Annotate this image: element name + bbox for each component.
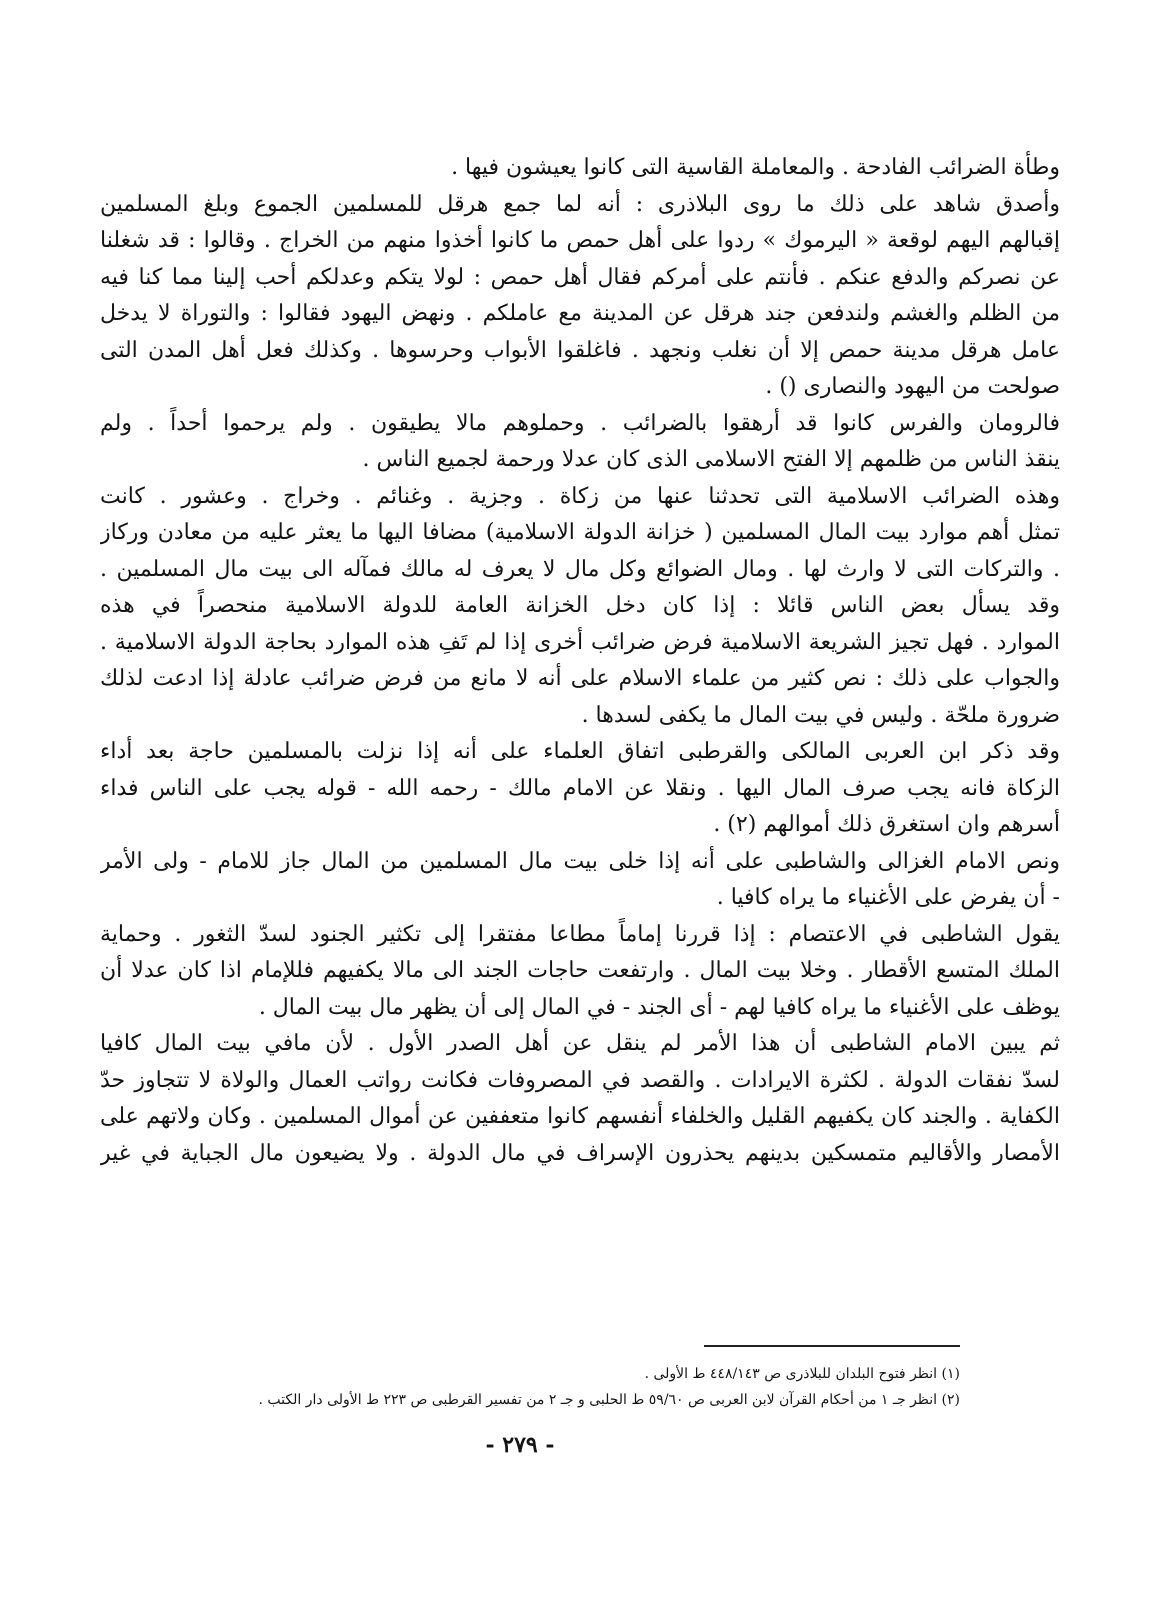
footnote: (١) انظر فتوح البلدان للبلاذرى ص ٤٤٨/١٤٣ ط الأولى . bbox=[644, 1366, 960, 1382]
text-line: لسدّ نفقات الدولة . لكثرة الايرادات . والقصد في المصروفات فكانت رواتب العمال والولاة لا تتجاوز حدّ bbox=[100, 1067, 1060, 1093]
text-line: ينقذ الناس من ظلمهم إلا الفتح الاسلامى الذى كان عدلا ورحمة لجميع الناس . bbox=[362, 447, 1060, 472]
text-line: إقبالهم اليهم لوقعة « اليرموك » ردوا على أهل حمص ما كانوا أخذوا منهم من الخراج . وقالوا : قد شغلنا bbox=[100, 228, 1060, 253]
text-line: - أن يفرض على الأغنياء ما يراه كافيا . bbox=[716, 885, 1060, 910]
text-line: وقد يسأل بعض الناس قائلا : إذا كان دخل الخزانة العامة للدولة الاسلامية منحصراً في هذه bbox=[100, 593, 1060, 618]
text-line: وأصدق شاهد على ذلك ما روى البلاذرى : أنه لما جمع هرقل للمسلمين الجموع وبلغ المسلمين bbox=[100, 191, 1060, 217]
text-line: أسرهم وان استغرق ذلك أموالهم (٢) . bbox=[713, 812, 1060, 837]
text-line: الزكاة فانه يجب صرف المال اليها . ونقلا عن الامام مالك - رحمه الله - قوله يجب على الناس فداء bbox=[100, 775, 1060, 801]
footnote-separator bbox=[704, 1345, 960, 1347]
text-line: وطأة الضرائب الفادحة . والمعاملة القاسية التى كانوا يعيشون فيها . bbox=[451, 155, 1060, 180]
text-line: يوظف على الأغنياء ما يراه كافيا لهم - أى الجند - في المال إلى أن يظهر مال بيت المال . bbox=[258, 994, 1060, 1020]
text-line: ثم يبين الامام الشاطبى أن هذا الأمر لم ينقل عن أهل الصدر الأول . لأن مافي بيت المال كافيا bbox=[100, 1031, 1060, 1056]
text-line: من الظلم والغشم ولندفعن جند هرقل عن المدينة مع عاملكم . ونهض اليهود فقالوا : والتوراة لا يدخل bbox=[100, 301, 1060, 326]
page-number: - ٢٧٩ - bbox=[485, 1432, 555, 1458]
footnote: (٢) انظر جـ ١ من أحكام القرآن لابن العربى ص ٥٩/٦٠ ط الحلبى و جـ ٢ من تفسير القرطبى ص ٢٢٣ ط الأولى دار الكتب . bbox=[258, 1392, 960, 1408]
text-line: الكفاية . والجند كان يكفيهم القليل والخلفاء أنفسهم كانوا متعففين عن أموال المسلمين . وكان ولاتهم على bbox=[100, 1104, 1060, 1129]
text-line: تمثل أهم موارد بيت المال المسلمين ( خزانة الدولة الاسلامية) مضافا اليها ما يعثر عليه من معادن وركاز bbox=[100, 520, 1060, 545]
text-line: يقول الشاطبى في الاعتصام : إذا قررنا إماماً مطاعا مفتقرا إلى تكثير الجنود لسدّ الثغور . وحماية bbox=[100, 921, 1060, 947]
text-line: الموارد . فهل تجيز الشريعة الاسلامية فرض ضرائب أخرى إذا لم تَفِ هذه الموارد بحاجة الدولة الاسلامية . bbox=[100, 629, 1060, 655]
text-line: وقد ذكر ابن العربى المالكى والقرطبى اتفاق العلماء على أنه إذا نزلت بالمسلمين حاجة بعد أداء bbox=[100, 739, 1060, 764]
text-line: ونص الامام الغزالى والشاطبى على أنه إذا خلى بيت مال المسلمين من المال جاز للامام - ولى الأمر bbox=[100, 848, 1060, 874]
text-line: عامل هرقل مدينة حمص إلا أن نغلب ونجهد . فاغلقوا الأبواب وحرسوها . وكذلك فعل أهل المدن التى bbox=[100, 337, 1060, 363]
main-text bbox=[100, 150, 1060, 1172]
text-line: والجواب على ذلك : نص كثير من علماء الاسلام على أنه لا مانع من فرض ضرائب عادلة إذا ادعت لذلك bbox=[100, 666, 1060, 691]
text-line: فالرومان والفرس كانوا قد أرهقوا بالضرائب . وحملوهم مالا يطيقون . ولم يرحموا أحداً . ولم bbox=[100, 410, 1060, 436]
text-line: الأمصار والأقاليم متمسكين بدينهم يحذرون الإسراف في مال الدولة . ولا يضيعون مال الجباية في غير bbox=[100, 1140, 1060, 1166]
text-line: صولحت من اليهود والنصارى () . bbox=[765, 374, 1060, 399]
text-line: الملك المتسع الأقطار . وخلا بيت المال . وارتفعت حاجات الجند الى مالا يكفيهم فللإمام اذا كان عدلا أن bbox=[100, 958, 1060, 983]
footnotes bbox=[190, 1361, 960, 1413]
text-line: . والتركات التى لا وارث لها . ومال الضوائع وكل مال لا يعرف له مالك فمآله الى بيت مال المسلمين . bbox=[100, 556, 1060, 582]
text-line: عن نصركم والدفع عنكم . فأنتم على أمركم فقال أهل حمص : لولا يتكم وعدلكم أحب إلينا مما كنا فيه bbox=[100, 264, 1060, 290]
text-line: وهذه الضرائب الاسلامية التى تحدثنا عنها من زكاة . وجزية . وغنائم . وخراج . وعشور . كانت bbox=[100, 483, 1060, 509]
text-line: ضرورة ملحّة . وليس في بيت المال ما يكفى لسدها . bbox=[581, 702, 1060, 728]
